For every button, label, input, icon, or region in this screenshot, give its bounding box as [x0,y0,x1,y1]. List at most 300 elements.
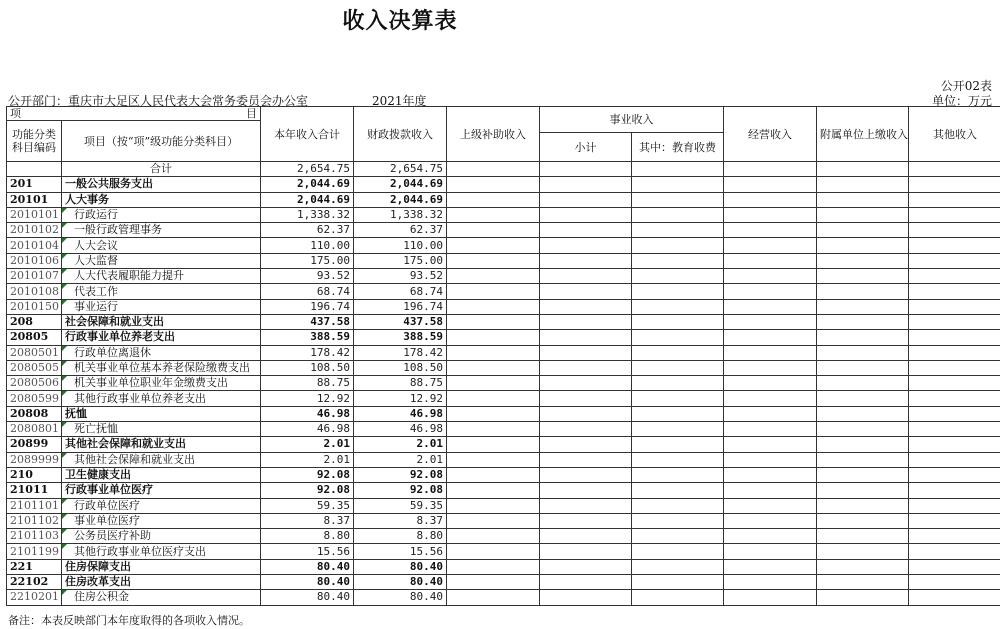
row-name: 机关事业单位职业年金缴费支出 [62,376,261,391]
row-affiliated [817,467,909,482]
row-affiliated [817,192,909,207]
row-business-subtotal [540,223,632,238]
cell-marker-icon [62,223,67,228]
row-code: 2089999 [7,452,62,467]
row-business-subtotal [540,284,632,299]
row-code: 20899 [7,437,62,452]
row-business-subtotal [540,330,632,345]
row-business-subtotal [540,452,632,467]
row-education-fee [632,559,724,574]
row-code: 2101101 [7,498,62,513]
row-name: 行政单位离退休 [62,345,261,360]
row-operating [724,590,817,605]
row-operating [724,422,817,437]
table-row [7,529,1000,544]
table-row [7,299,1000,314]
row-operating [724,360,817,375]
row-affiliated [817,529,909,544]
row-fiscal-income: 8.37 [354,513,447,528]
row-fiscal-income: 80.40 [354,575,447,590]
row-education-fee [632,544,724,559]
row-fiscal-income: 2,654.75 [354,162,447,177]
row-business-subtotal [540,391,632,406]
row-total-income: 46.98 [261,406,354,421]
table-row [7,345,1000,360]
row-education-fee [632,360,724,375]
col-other: 其他收入 [909,107,1000,162]
row-business-subtotal [540,544,632,559]
row-other [909,391,1000,406]
row-operating [724,559,817,574]
table-row [7,467,1000,482]
row-other [909,590,1000,605]
row-fiscal-income: 80.40 [354,590,447,605]
row-name: 其他社会保障和就业支出 [62,437,261,452]
row-affiliated [817,406,909,421]
row-education-fee [632,590,724,605]
row-code: 2010107 [7,269,62,284]
row-superior [447,299,540,314]
row-operating [724,376,817,391]
row-superior [447,498,540,513]
table-row [7,253,1000,268]
row-business-subtotal [540,483,632,498]
row-total-income: 46.98 [261,422,354,437]
row-name: 人大代表履职能力提升 [62,269,261,284]
cell-marker-icon [62,346,67,351]
row-operating [724,437,817,452]
row-superior [447,590,540,605]
row-code: 2101199 [7,544,62,559]
row-other [909,345,1000,360]
cell-marker-icon [62,238,67,243]
row-education-fee [632,177,724,192]
row-fiscal-income: 68.74 [354,284,447,299]
cell-marker-icon [62,269,67,274]
table-row [7,314,1000,329]
row-operating [724,544,817,559]
row-affiliated [817,207,909,222]
cell-marker-icon [62,590,67,595]
row-business-subtotal [540,559,632,574]
row-operating [724,284,817,299]
row-superior [447,345,540,360]
row-total-income: 108.50 [261,360,354,375]
row-name: 人大会议 [62,238,261,253]
row-name: 住房保障支出 [62,559,261,574]
row-business-subtotal [540,314,632,329]
row-superior [447,513,540,528]
cell-marker-icon [62,300,67,305]
row-name: 事业运行 [62,299,261,314]
row-superior [447,529,540,544]
row-code [7,162,62,177]
col-superior: 上级补助收入 [447,107,540,162]
row-education-fee [632,391,724,406]
row-other [909,559,1000,574]
row-affiliated [817,177,909,192]
row-operating [724,391,817,406]
row-affiliated [817,269,909,284]
row-name: 住房公积金 [62,590,261,605]
row-business-subtotal [540,207,632,222]
row-total-income: 175.00 [261,253,354,268]
table-row [7,376,1000,391]
row-fiscal-income: 110.00 [354,238,447,253]
row-superior [447,192,540,207]
row-business-subtotal [540,238,632,253]
row-operating [724,575,817,590]
row-fiscal-income: 1,338.32 [354,207,447,222]
row-name: 合计 [62,162,261,177]
row-total-income: 2,044.69 [261,177,354,192]
table-row [7,483,1000,498]
form-code: 公开02表 [940,79,992,93]
cell-marker-icon [62,544,67,549]
row-name: 一般公共服务支出 [62,177,261,192]
row-code: 20808 [7,406,62,421]
row-fiscal-income: 62.37 [354,223,447,238]
row-fiscal-income: 59.35 [354,498,447,513]
row-code: 2080801 [7,422,62,437]
row-total-income: 8.80 [261,529,354,544]
row-total-income: 88.75 [261,376,354,391]
row-education-fee [632,376,724,391]
row-other [909,544,1000,559]
row-other [909,330,1000,345]
row-other [909,376,1000,391]
row-total-income: 62.37 [261,223,354,238]
row-fiscal-income: 46.98 [354,406,447,421]
row-code: 2080505 [7,360,62,375]
row-other [909,483,1000,498]
row-name: 抚恤 [62,406,261,421]
row-education-fee [632,406,724,421]
row-business-subtotal [540,269,632,284]
row-education-fee [632,299,724,314]
row-code: 21011 [7,483,62,498]
page-title: 收入决算表 [342,8,458,34]
row-total-income: 2.01 [261,437,354,452]
row-total-income: 92.08 [261,467,354,482]
row-affiliated [817,575,909,590]
row-business-subtotal [540,177,632,192]
row-name: 人大事务 [62,192,261,207]
row-superior [447,422,540,437]
row-education-fee [632,284,724,299]
row-education-fee [632,529,724,544]
row-code: 2210201 [7,590,62,605]
row-code: 20805 [7,330,62,345]
row-education-fee [632,452,724,467]
income-table [6,106,1000,606]
row-code: 2080501 [7,345,62,360]
row-affiliated [817,253,909,268]
row-name: 其他社会保障和就业支出 [62,452,261,467]
row-business-subtotal [540,345,632,360]
row-total-income: 80.40 [261,575,354,590]
row-total-income: 12.92 [261,391,354,406]
row-education-fee [632,238,724,253]
row-affiliated [817,238,909,253]
row-operating [724,513,817,528]
row-superior [447,162,540,177]
row-education-fee [632,575,724,590]
row-education-fee [632,330,724,345]
row-superior [447,207,540,222]
row-business-subtotal [540,590,632,605]
row-superior [447,467,540,482]
row-affiliated [817,376,909,391]
col-education: 其中：教育收费 [632,133,724,162]
row-total-income: 8.37 [261,513,354,528]
row-other [909,269,1000,284]
table-row [7,330,1000,345]
row-total-income: 80.40 [261,590,354,605]
row-affiliated [817,513,909,528]
row-other [909,253,1000,268]
row-total-income: 59.35 [261,498,354,513]
row-fiscal-income: 80.40 [354,559,447,574]
row-education-fee [632,345,724,360]
table-row [7,162,1000,177]
row-other [909,284,1000,299]
row-fiscal-income: 175.00 [354,253,447,268]
row-business-subtotal [540,253,632,268]
col-total-income: 本年收入合计 [261,107,354,162]
row-affiliated [817,284,909,299]
col-subtotal: 小计 [540,133,632,162]
row-education-fee [632,467,724,482]
row-business-subtotal [540,513,632,528]
row-other [909,192,1000,207]
table-row [7,513,1000,528]
row-superior [447,544,540,559]
row-affiliated [817,314,909,329]
row-fiscal-income: 88.75 [354,376,447,391]
cell-marker-icon [62,208,67,213]
row-code: 2101103 [7,529,62,544]
row-fiscal-income: 92.08 [354,467,447,482]
row-code: 2010101 [7,207,62,222]
row-code: 2010104 [7,238,62,253]
row-education-fee [632,162,724,177]
row-superior [447,314,540,329]
table-note: 备注：本表反映部门本年度取得的各项收入情况。 [8,614,250,627]
row-other [909,529,1000,544]
row-superior [447,253,540,268]
row-business-subtotal [540,360,632,375]
table-row [7,575,1000,590]
row-business-subtotal [540,437,632,452]
row-total-income: 2,044.69 [261,192,354,207]
table-row [7,406,1000,421]
row-operating [724,192,817,207]
row-affiliated [817,498,909,513]
row-name: 人大监督 [62,253,261,268]
row-fiscal-income: 93.52 [354,269,447,284]
row-operating [724,269,817,284]
table-row [7,452,1000,467]
row-other [909,238,1000,253]
row-code: 2010150 [7,299,62,314]
row-operating [724,238,817,253]
row-superior [447,406,540,421]
row-fiscal-income: 15.56 [354,544,447,559]
row-name: 一般行政管理事务 [62,223,261,238]
col-affiliated: 附属单位上缴收入 [817,107,909,162]
row-total-income: 110.00 [261,238,354,253]
row-other [909,422,1000,437]
row-fiscal-income: 108.50 [354,360,447,375]
row-other [909,299,1000,314]
cell-marker-icon [62,453,67,458]
row-affiliated [817,483,909,498]
item-header-right: 目 [246,107,257,120]
table-row [7,559,1000,574]
row-superior [447,269,540,284]
row-education-fee [632,192,724,207]
row-business-subtotal [540,192,632,207]
row-operating [724,498,817,513]
col-code: 功能分类科目编码 [7,121,62,162]
row-code: 2080506 [7,376,62,391]
row-business-subtotal [540,376,632,391]
cell-marker-icon [62,284,67,289]
table-row [7,437,1000,452]
row-name: 卫生健康支出 [62,467,261,482]
row-name: 代表工作 [62,284,261,299]
row-affiliated [817,437,909,452]
row-operating [724,330,817,345]
row-affiliated [817,422,909,437]
table-row [7,269,1000,284]
row-total-income: 68.74 [261,284,354,299]
table-row [7,360,1000,375]
row-affiliated [817,330,909,345]
row-operating [724,452,817,467]
row-superior [447,284,540,299]
row-superior [447,376,540,391]
table-row [7,207,1000,222]
row-code: 2080599 [7,391,62,406]
row-name: 行政事业单位医疗 [62,483,261,498]
row-fiscal-income: 46.98 [354,422,447,437]
row-name: 社会保障和就业支出 [62,314,261,329]
row-other [909,360,1000,375]
row-name: 其他行政事业单位养老支出 [62,391,261,406]
unit-label: 单位：万元 [931,94,992,108]
row-fiscal-income: 437.58 [354,314,447,329]
row-affiliated [817,590,909,605]
row-business-subtotal [540,299,632,314]
row-total-income: 15.56 [261,544,354,559]
row-affiliated [817,223,909,238]
row-fiscal-income: 92.08 [354,483,447,498]
row-business-subtotal [540,406,632,421]
table-row [7,284,1000,299]
row-superior [447,391,540,406]
item-header-left: 项 [10,107,21,120]
row-superior [447,483,540,498]
col-business: 事业收入 [540,107,724,133]
row-operating [724,483,817,498]
row-fiscal-income: 196.74 [354,299,447,314]
row-other [909,177,1000,192]
row-code: 221 [7,559,62,574]
row-superior [447,223,540,238]
row-name: 其他行政事业单位医疗支出 [62,544,261,559]
row-code: 2010102 [7,223,62,238]
row-business-subtotal [540,422,632,437]
row-name: 行政事业单位养老支出 [62,330,261,345]
row-total-income: 1,338.32 [261,207,354,222]
row-other [909,498,1000,513]
row-operating [724,529,817,544]
row-business-subtotal [540,162,632,177]
row-name: 行政运行 [62,207,261,222]
row-education-fee [632,207,724,222]
row-education-fee [632,223,724,238]
cell-marker-icon [62,499,67,504]
row-operating [724,207,817,222]
row-operating [724,406,817,421]
row-total-income: 196.74 [261,299,354,314]
row-affiliated [817,559,909,574]
table-row [7,177,1000,192]
table-row [7,223,1000,238]
row-education-fee [632,269,724,284]
row-education-fee [632,253,724,268]
row-code: 2101102 [7,513,62,528]
row-name: 公务员医疗补助 [62,529,261,544]
row-code: 2010108 [7,284,62,299]
row-other [909,314,1000,329]
row-total-income: 2,654.75 [261,162,354,177]
row-operating [724,162,817,177]
row-affiliated [817,345,909,360]
row-business-subtotal [540,498,632,513]
row-fiscal-income: 8.80 [354,529,447,544]
table-row [7,590,1000,605]
row-business-subtotal [540,467,632,482]
row-fiscal-income: 12.92 [354,391,447,406]
row-other [909,467,1000,482]
row-name: 机关事业单位基本养老保险缴费支出 [62,360,261,375]
cell-marker-icon [62,391,67,396]
row-superior [447,177,540,192]
row-superior [447,452,540,467]
department-label: 公开部门：重庆市大足区人民代表大会常务委员会办公室 [8,94,309,108]
row-fiscal-income: 2.01 [354,452,447,467]
row-other [909,452,1000,467]
row-superior [447,360,540,375]
row-other [909,207,1000,222]
row-name: 事业单位医疗 [62,513,261,528]
cell-marker-icon [62,422,67,427]
row-total-income: 80.40 [261,559,354,574]
cell-marker-icon [62,361,67,366]
col-operating: 经营收入 [724,107,817,162]
row-fiscal-income: 2,044.69 [354,177,447,192]
row-fiscal-income: 2,044.69 [354,192,447,207]
row-operating [724,345,817,360]
table-header [7,107,1000,162]
row-other [909,513,1000,528]
row-education-fee [632,498,724,513]
row-affiliated [817,162,909,177]
row-total-income: 437.58 [261,314,354,329]
